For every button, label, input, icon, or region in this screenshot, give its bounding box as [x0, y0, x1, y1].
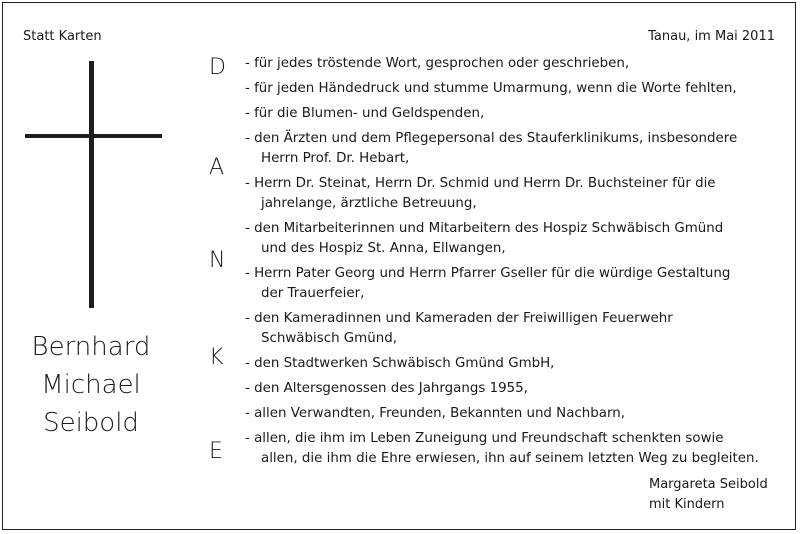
danke-letter-n: N — [209, 248, 226, 273]
danke-letter-a: A — [209, 155, 225, 180]
middle-name: Michael — [41, 370, 141, 400]
thanks-item-cont: Schwäbisch Gmünd, — [261, 331, 397, 346]
thanks-item: - allen, die ihm im Leben Zuneigung und Freundschaft schenkten sowie — [245, 431, 724, 446]
signature-family: mit Kindern — [649, 497, 725, 512]
last-name: Seibold — [43, 408, 139, 438]
thanks-item: - den Stadtwerken Schwäbisch Gmünd GmbH, — [245, 356, 555, 371]
cross-bar — [25, 134, 162, 138]
danke-letter-e: E — [209, 439, 223, 464]
signature-name: Margareta Seibold — [649, 477, 768, 492]
danke-letter-k: K — [209, 345, 224, 370]
thanks-item: - Herrn Dr. Steinat, Herrn Dr. Schmid und Herrn Dr. Buchsteiner für die — [245, 176, 716, 191]
thanks-item: - für jeden Händedruck und stumme Umarmung, wenn die Worte fehlten, — [245, 81, 737, 96]
danke-letter-d: D — [209, 55, 226, 80]
thanks-item: - den Mitarbeiterinnen und Mitarbeitern des Hospiz Schwäbisch Gmünd — [245, 221, 724, 236]
thanks-item: - für die Blumen- und Geldspenden, — [245, 106, 485, 121]
thanks-item-cont: jahrelange, ärztliche Betreuung, — [261, 196, 477, 211]
thanks-item-cont: Herrn Prof. Dr. Hebart, — [261, 151, 410, 166]
thanks-item-cont: der Trauerfeier, — [261, 286, 365, 301]
deceased-name — [13, 328, 169, 442]
thanks-item: - für jedes tröstende Wort, gesprochen oder geschrieben, — [245, 56, 630, 71]
thanks-item-cont: allen, die ihm die Ehre erwiesen, ihn auf seinem letzten Weg zu begleiten. — [261, 451, 759, 466]
header-statt-karten: Statt Karten — [23, 29, 102, 44]
thanks-item-cont: und des Hospiz St. Anna, Ellwangen, — [261, 241, 506, 256]
thanks-item: - den Altersgenossen des Jahrgangs 1955, — [245, 381, 528, 396]
first-name: Bernhard — [31, 332, 151, 362]
thanks-item: - Herrn Pater Georg und Herrn Pfarrer Gseller für die würdige Gestaltung — [245, 266, 731, 281]
obituary-card — [2, 2, 796, 530]
thanks-item: - den Kameradinnen und Kameraden der Freiwilligen Feuerwehr — [245, 311, 673, 326]
cross-icon — [89, 61, 94, 308]
header-place-date: Tanau, im Mai 2011 — [648, 29, 775, 44]
thanks-item: - den Ärzten und dem Pflegepersonal des Stauferklinikums, insbesondere — [245, 131, 738, 146]
thanks-item: - allen Verwandten, Freunden, Bekannten und Nachbarn, — [245, 406, 625, 421]
